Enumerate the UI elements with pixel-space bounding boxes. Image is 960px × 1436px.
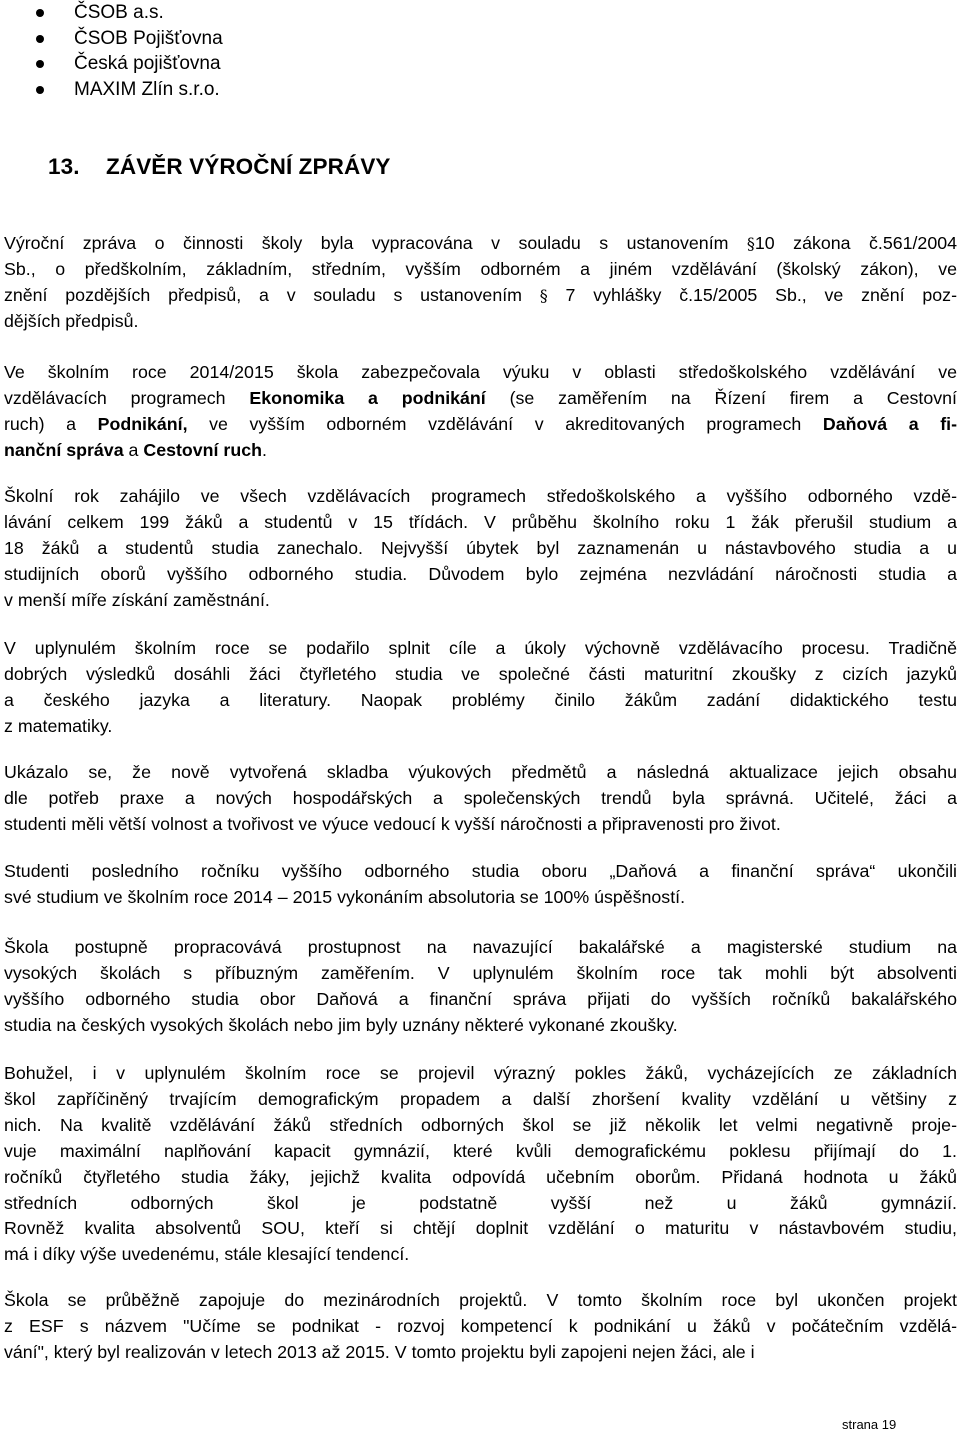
list-item [36,77,223,103]
text-line [4,562,957,588]
section-sign: § [539,285,548,305]
section-sign: § [746,234,755,253]
text-run: znění pozdějších předpisů, a v souladu s ustanovením [4,284,540,305]
text-line [4,885,957,911]
text-run: studia na českých vysokých školách nebo jim byly uznány některé vykonané zkoušky. [4,1014,678,1035]
text-line [4,231,957,257]
bold-text: Podnikání, [97,413,188,434]
text-run: vysokých školách s příbuzným zaměřením. V uplynulém školním roce tak mohli být absolventi [4,962,957,983]
text-line [4,438,957,464]
list-item-text: ČSOB Pojišťovna [74,27,223,49]
text-run: ruch) a [4,413,98,434]
bold-text: Ekonomika a podnikání [249,387,486,408]
text-line [4,859,957,885]
list-item-text: ČSOB a.s. [74,2,164,23]
text-line [4,360,957,386]
text-line [4,688,957,714]
text-line [4,987,957,1013]
text-run: z matematiky. [4,715,113,736]
text-run: vuje maximální naplňování kapacit gymnázií, které kvůli demografickému poklesu přijímají do 1. [4,1140,957,1161]
text-run: Školní rok zahájilo ve všech vzdělávacích programech středoškolského a vyššího odborného vzdě- [4,486,957,506]
text-run: . [261,439,267,460]
paragraph [4,1061,957,1268]
text-line [4,588,957,614]
bold-text: Cestovní ruch [143,439,262,460]
text-line [4,961,957,987]
text-run: a českého jazyka a literatury. Naopak problémy činilo žákům zadání didaktického testu [4,689,957,710]
text-line [4,484,957,510]
text-run: vyššího odborného studia obor Daňová a finanční správa přijati do vyšších ročníků bakalářského [4,988,957,1009]
text-line [4,1165,957,1191]
text-run: vání", který byl realizován v letech 2013 až 2015. V tomto projektu byli zapojeni nejen žáci, ale i [4,1341,755,1362]
text-line [4,386,957,412]
text-run: 18 žáků a studentů studia zanechalo. Nejvyšší úbytek byl zaznamenán u nástavbového studia a u [4,537,957,558]
text-line [4,536,957,562]
page-number: strana 19 [842,1417,897,1432]
text-run: Studenti posledního ročníku vyššího odborného studia oboru „Daňová a finanční správa“ ukončili [4,861,957,881]
text-run: Rovněž kvalita absolventů SOU, kteří si chtějí doplnit vzdělání o maturitu v nástavbovém studiu, [4,1218,957,1239]
text-line [4,935,957,961]
paragraph [4,1288,957,1366]
text-line [4,1314,957,1340]
text-run: V uplynulém školním roce se podařilo splnit cíle a úkoly výchovně vzdělávacího procesu. Tradičně [4,638,957,658]
paragraph [4,360,957,464]
text-run: středních odborných škol je podstatně vyšší než u žáků gymnázií. [4,1192,957,1213]
text-run: nich. Na kvalitě vzdělávání žáků středních odborných škol se již několik let velmi negativně proje- [4,1114,957,1135]
bold-text: nanční správa [4,439,124,460]
paragraph [4,859,957,911]
text-line [4,257,957,283]
text-run: Ukázalo se, že nově vytvořená skladba výukových předmětů a následná aktualizace jejich obsahu [4,762,957,782]
text-line [4,1113,957,1139]
text-line [4,786,957,812]
paragraph [4,760,957,838]
text-run: dobrých výsledků dosáhli žáci čtyřletého studia ve společné části maturitní zkoušky z cizích jazyků [4,663,957,684]
text-run: studenti měli větší volnost a tvořivost ve výuce vedoucí k vyšší náročnosti a připravenosti pro život. [4,813,781,834]
bullet-icon [36,9,44,17]
text-run: Sb., o předškolním, základním, středním, vyšším odborném a jiném vzdělávání (školský zákon), ve [4,258,957,279]
section-number: 13. [48,154,80,179]
text-run: Výroční zpráva o činnosti školy byla vypracována v souladu s ustanovením [4,233,747,253]
text-line [4,283,957,309]
text-line [4,812,957,838]
text-run: studijních oborů vyššího odborného studia. Důvodem bylo zejména nezvládání náročnosti studia a [4,563,957,584]
text-line [4,1087,957,1113]
text-run: dle potřeb praxe a nových hospodářských a společenských trendů byla správná. Učitelé, žáci a [4,787,957,808]
section-heading [48,154,391,180]
text-run: Bohužel, i v uplynulém školním roce se projevil výrazný pokles žáků, vycházejících ze základních [4,1063,957,1083]
text-run: z ESF s názvem "Učíme se podnikat - rozvoj kompetencí k podnikání u žáků v počátečním vzdělá- [4,1315,957,1336]
text-line [4,636,957,662]
text-line [4,1013,957,1039]
paragraph [4,935,957,1039]
text-run: a [123,439,144,460]
text-run: ve vyšším odborném vzdělávání v akreditovaných programech [187,413,823,434]
text-line [4,714,957,740]
paragraph [4,484,957,614]
bold-text: Daňová a fi- [822,413,957,434]
text-line [4,1191,957,1217]
section-title: ZÁVĚR VÝROČNÍ ZPRÁVY [106,154,391,179]
text-line [4,1340,957,1366]
text-line [4,1216,957,1242]
text-run: vzdělávacích programech [4,387,250,408]
bullet-icon [36,86,44,94]
list-item [36,0,223,26]
paragraph [4,636,957,740]
text-line [4,1288,957,1314]
text-line [4,760,957,786]
text-line [4,1061,957,1087]
text-run: 7 vyhlášky č.15/2005 Sb., ve znění poz- [547,284,957,305]
text-run: lávání celkem 199 žáků a studentů v 15 třídách. V průběhu školního roku 1 žák přerušil studium a [4,511,957,532]
partner-list [36,0,223,102]
text-run: (se zaměřením na Řízení firem a Cestovní [485,387,957,408]
text-run: má i díky výše uvedenému, stále klesající tendencí. [4,1244,410,1265]
text-run: v menší míře získání zaměstnání. [4,589,270,610]
text-run: Ve školním roce 2014/2015 škola zabezpečovala výuku v oblasti středoškolského vzdělávání ve [4,362,957,382]
list-item-text: MAXIM Zlín s.r.o. [74,78,220,100]
text-run: dějších předpisů. [4,310,139,331]
text-line [4,309,957,335]
text-line [4,662,957,688]
text-run: Škola postupně propracovává prostupnost na navazující bakalářské a magisterské studium na [4,937,957,957]
text-run: Škola se průběžně zapojuje do mezinárodních projektů. V tomto školním roce byl ukončen projekt [4,1290,957,1310]
bullet-icon [36,35,44,43]
text-line [4,412,957,438]
text-run: 10 zákona č.561/2004 [754,233,957,253]
text-run: své studium ve školním roce 2014 – 2015 vykonáním absolutoria se 100% úspěšností. [4,886,686,907]
list-item [36,51,223,77]
text-run: ročníků čtyřletého studia žáky, jejichž kvalita odpovídá učebním oborům. Přidaná hodnota u žáků [4,1166,957,1187]
paragraph [4,231,957,335]
text-line [4,510,957,536]
list-item [36,26,223,52]
list-item-text: Česká pojišťovna [74,53,221,74]
text-line [4,1242,957,1268]
text-run: škol zapříčiněný trvajícím demografickým propadem a další zhoršení kvality vzdělání u většiny z [4,1088,957,1109]
bullet-icon [36,60,44,68]
text-line [4,1139,957,1165]
